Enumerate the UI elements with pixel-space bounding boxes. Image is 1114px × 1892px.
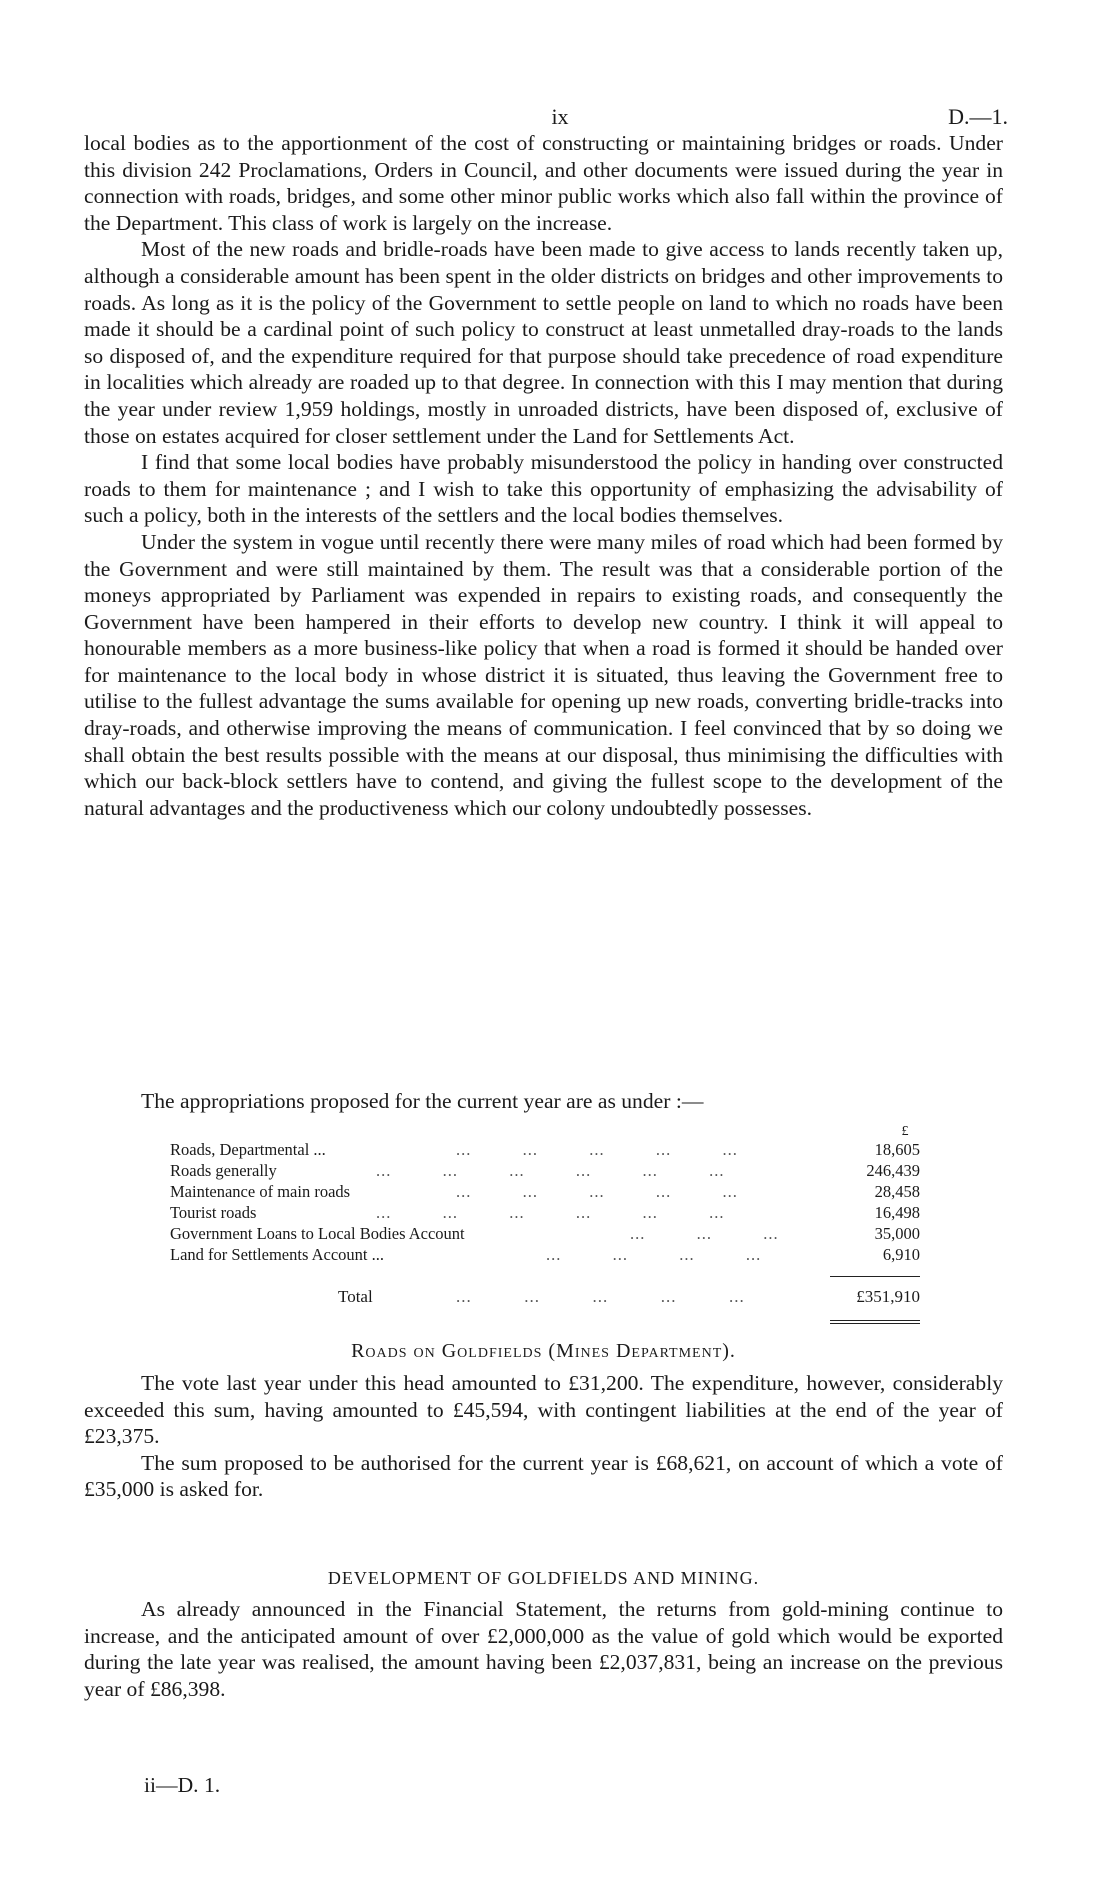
row-label: Maintenance of main roads [170, 1182, 351, 1201]
total-label: Total [338, 1287, 373, 1306]
row-value: 18,605 [874, 1140, 920, 1159]
body-text-mining [84, 1596, 1003, 1702]
leader-dots: ... ... ... ... ... [456, 1182, 738, 1201]
leader-dots: ... ... ... ... ... [456, 1140, 738, 1159]
total-double-rule [830, 1320, 920, 1324]
row-label: Land for Settlements Account ... [170, 1245, 384, 1264]
row-label: Roads, Departmental ... [170, 1140, 326, 1159]
table-row [170, 1203, 920, 1224]
total-value: £351,910 [856, 1287, 920, 1306]
paragraph-sum-proposed: The sum proposed to be authorised for the current year is £68,621, on account of which a vote of £35,000 is asked for. [84, 1450, 1003, 1502]
subtotal-rule [830, 1276, 920, 1277]
body-text-top [84, 130, 1003, 821]
signature-mark: ii—D. 1. [144, 1773, 221, 1797]
row-value: 16,498 [874, 1203, 920, 1222]
leader-dots: ... ... ... ... ... [456, 1287, 745, 1306]
row-value: 35,000 [874, 1224, 920, 1243]
leader-dots: ... ... ... ... ... ... [376, 1161, 725, 1180]
table-row [170, 1140, 920, 1161]
table-row [170, 1245, 920, 1266]
paragraph-local-bodies: I find that some local bodies have probably misunderstood the policy in handing over constructed roads to them for maintenance ; and I wish to take this opportunity of emphasizing the advisability of such a policy, both in the interests of the settlers and the local bodies themselves. [84, 450, 1003, 528]
table-row [170, 1224, 920, 1245]
row-value: 246,439 [866, 1161, 920, 1180]
paragraph-system-in-vogue: Under the system in vogue until recently there were many miles of road which had been formed by the Government and were still maintained by them. The result was that a considerable portion of the moneys appropriated by Parliament was expended in repairs to existing roads, and consequently the Government have been hampered in their efforts to develop new country. I think it will appeal to honourable members as a more business-like policy that when a road is formed it should be handed over for maintenance to the local body in whose district it is situated, thus leaving the Government free to utilise to the fullest advantage the sums available for opening up new roads, converting bridle-tracks into dray-roads, and otherwise improving the means of communication. I feel convinced that by so doing we shall obtain the best results possible with the means at our disposal, thus minimising the difficulties with which our back-block settlers have to contend, and giving the fullest scope to the development of the natural advantages and the productiveness which our colony undoubtedly possesses. [84, 529, 1003, 820]
row-label: Tourist roads [170, 1203, 257, 1222]
heading-roads-on-goldfields: Roads on Goldfields (Mines Department). [351, 1340, 736, 1362]
leader-dots: ... ... ... ... [546, 1245, 762, 1264]
paragraph-gold-returns: As already announced in the Financial Statement, the returns from gold-mining continue to increase, and the anticipated amount of over £2,000,000 as the value of gold which would be exported during the late year was realised, the amount having been £2,037,831, being an increase on the previous year of £86,398. [84, 1597, 1003, 1701]
currency-column-header: £ [901, 1124, 909, 1139]
body-text-goldfields [84, 1370, 1003, 1503]
row-value: 6,910 [882, 1245, 920, 1264]
heading-development-of-goldfields: DEVELOPMENT OF GOLDFIELDS AND MINING. [327, 1568, 760, 1588]
paragraph-vote-last-year: The vote last year under this head amounted to £31,200. The expenditure, however, considerably exceeded this sum, having amounted to £45,594, with contingent liabilities at the end of the year of £23,375. [84, 1371, 1003, 1449]
row-label: Roads generally [170, 1161, 277, 1180]
appropriations-intro: The appropriations proposed for the current year are as under :— [141, 1089, 704, 1113]
paragraph-continuation: local bodies as to the apportionment of the cost of constructing or maintaining bridges or roads. Under this division 242 Proclamations, Orders in Council, and other documents were issued during the year in connection with roads, bridges, and some other minor public works which also fall within the province of the Department. This class of work is largely on the increase. [84, 131, 1003, 235]
document-reference: D.—1. [948, 104, 1008, 129]
row-label: Government Loans to Local Bodies Account [170, 1224, 465, 1243]
paragraph-new-roads: Most of the new roads and bridle-roads have been made to give access to lands recently taken up, although a considerable amount has been spent in the older districts on bridges and other improvements to roads. As long as it is the policy of the Government to settle people on land to which no roads have been made it should be a cardinal point of such policy to construct at least unmetalled dray-roads to the lands so disposed of, and the expenditure required for that purpose should take precedence of road expenditure in localities which already are roaded up to that degree. In connection with this I may mention that during the year under review 1,959 holdings, mostly in unroaded districts, have been disposed of, exclusive of those on estates acquired for closer settlement under the Land for Settlements Act. [84, 237, 1003, 448]
page-number: ix [551, 104, 569, 129]
appropriations-table [170, 1140, 920, 1266]
leader-dots: ... ... ... [630, 1224, 779, 1243]
table-row [170, 1161, 920, 1182]
table-row [170, 1182, 920, 1203]
row-value: 28,458 [874, 1182, 920, 1201]
leader-dots: ... ... ... ... ... ... [376, 1203, 725, 1222]
total-row [170, 1287, 920, 1309]
